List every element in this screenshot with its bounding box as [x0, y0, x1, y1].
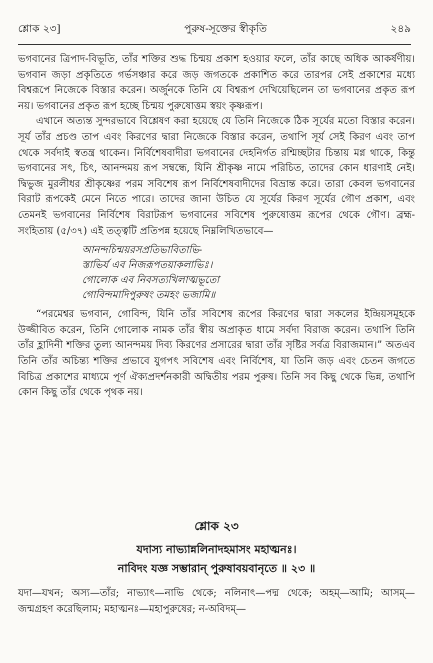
- sloka-line: নাবিদং যজ্ঞ সম্ভারান্ পুরুষাবয়বানৃতে ॥ ২৩ ॥: [117, 562, 316, 575]
- verse-line: গোলোক এব নিবসত্যখিলাত্মভূতো: [82, 275, 220, 287]
- verse-line: গোবিন্দমাদিপুরুষং তমহং ভজামি॥: [82, 290, 216, 302]
- sloka-text: [0, 540, 433, 578]
- sloka-line: যদাস্য নাভ্যান্নলিনাদহমাসং মহাত্মনঃ।: [136, 543, 297, 556]
- paragraph: এখানে অত্যন্ত সুন্দরভাবে বিশ্লেষণ করা হয়েছে যে তিনি নিজেকে ঠিক সূর্যের মতো বিস্তার করেন। সূর্য তাঁর প্রচণ্ড তাপ এবং কিরণের দ্বারা নিজেকে বিস্তার করেন, তথাপি সূর্য সেই কিরণ এবং তাপ থেকে সর্বদাই স্বতন্ত্র থাকেন। নির্বিশেষবাদীরা ভগবানের দেহনির্গত রশ্মিচ্ছটার চিন্তায় মগ্ন থাকে, কিন্তু ভগবানের সৎ, চিৎ, আনন্দময় রূপ সম্বন্ধে, যিনি শ্রীকৃষ্ণ নামে পরিচিত, তাদের কোন ধারণাই নেই। দ্বিভুজ মুরলীধর শ্রীকৃষ্ণের পরম সবিশেষ রূপ নির্বিশেষবাদীদের বিভ্রান্ত করে। তারা কেবল ভগবানের বিরাট রূপকেই মেনে নিতে পারে। তাদের জানা উচিত যে সূর্যের কিরণ সূর্যের গৌণ প্রকাশ, এবং তেমনই ভগবানের নির্বিশেষ বিরাটরূপ ভগবানের সবিশেষ পুরুষোত্তম রূপের থেকে গৌণ। ব্রহ্ম-সংহিতায় (৫/৩৭) এই তত্ত্বটি প্রতিপন্ন হয়েছে নিম্নলিখিতভাবে—: [18, 116, 415, 237]
- commentary-body: [18, 52, 415, 401]
- header-verse-ref: শ্লোক ২৩]: [18, 22, 61, 35]
- paragraph: “পরমেশ্বর ভগবান, গোবিন্দ, যিনি তাঁর সবিশেষ রূপের কিরণের দ্বারা সকলের ইন্দ্রিয়সমূহকে উজ্জীবিত করেন, তিনি গোলোক নামক তাঁর স্বীয় অপ্রাকৃত ধামে সর্বদা বিরাজ করেন। তথাপি তিনি তাঁর হ্লাদিনী শক্তির তুল্য আনন্দময় দিব্য কিরণের প্রসারের দ্বারা তাঁর সৃষ্টির সর্বত্র বিরাজমান।” অতএব তিনি তাঁর অচিন্ত্য শক্তির প্রভাবে যুগপৎ সবিশেষ এবং নির্বিশেষ, যা তিনি জড় এবং চেতন জগতে বিচিত্র প্রকাশের মাধ্যমে পূর্ণ ঐক্যপ্রদর্শনকারী অদ্বিতীয় পরম পুরুষ। তিনি সব কিছু থেকে ভিন্ন, তথাপি কোন কিছু তাঁর থেকে পৃথক নয়।: [18, 309, 415, 399]
- verse-line: স্তাভির্য এব নিজরূপতয়াকলাভিঃ।: [82, 260, 213, 272]
- header-divider: [18, 44, 411, 45]
- word-synonyms: যদা—যখন; অস্য—তাঁর; নাভ্যাৎ—নাভি থেকে; নলিনাৎ—পদ্ম থেকে; অহম্—আমি; আসম্—জন্মগ্রহণ করেছিলাম; মহাত্মনঃ—মহাপুরুষের; ন-অবিদম্—: [18, 588, 415, 615]
- quoted-verse: [82, 243, 415, 303]
- page-number: ২৪৯: [390, 22, 411, 35]
- header-chapter-title: পুরুষ-সূক্তের স্বীকৃতি: [184, 22, 267, 35]
- running-header: [18, 22, 411, 38]
- verse-line: আনন্দচিন্ময়রসপ্রতিভাবিতাভি-: [82, 245, 203, 257]
- paragraph: ভগবানের ত্রিপাদ-বিভূতি, তাঁর শক্তির শুদ্ধ চিন্ময় প্রকাশ হওয়ার ফলে, তাঁর কাছে অধিক আকর্ষণীয়। ভগবান জড়া প্রকৃতিতে গর্ভসঞ্চার করে জড় জগতকে প্রকাশিত করে তারপর সেই প্রকাশের মধ্যে বিশ্বরূপে নিজেকে বিস্তার করেন। অর্জুনকে তিনি যে বিশ্বরূপ দেখিয়েছিলেন তা ভগবানের প্রকৃত রূপ নয়। ভগবানের প্রকৃত রূপ হচ্ছে চিন্ময় পুরুষোত্তম স্বয়ং কৃষ্ণরূপ।: [18, 54, 415, 112]
- sloka-heading: শ্লোক ২৩: [194, 519, 239, 533]
